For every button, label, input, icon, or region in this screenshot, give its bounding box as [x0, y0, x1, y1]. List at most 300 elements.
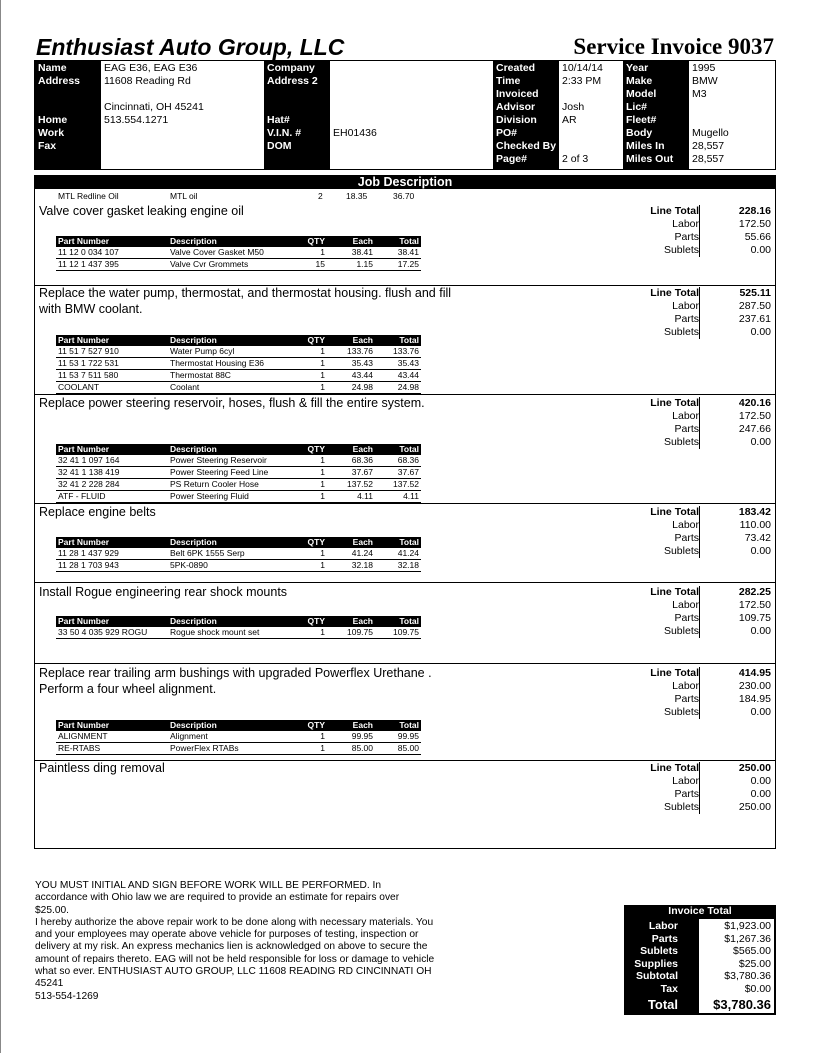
- part-cell: RE-RTABS: [58, 743, 101, 753]
- part-row: [56, 731, 421, 743]
- total-row: [635, 436, 771, 449]
- part-cell: 33 50 4 035 929 ROGU: [58, 627, 148, 637]
- part-cell: 11 12 1 437 395: [58, 259, 119, 269]
- parts-table: [56, 720, 421, 755]
- job-title: Replace rear trailing arm bushings with upgraded Powerflex Urethane . Perform a four wheel alignment.: [39, 666, 432, 696]
- part-cell: 1: [320, 247, 325, 257]
- part-cell: Power Steering Fluid: [170, 491, 249, 501]
- part-cell: ATF - FLUID: [58, 491, 106, 501]
- invoice-total-label: Labor: [648, 920, 678, 932]
- total-label: Sublets: [663, 326, 699, 338]
- part-cell: 1: [320, 346, 325, 356]
- labels-d-2: Model: [626, 88, 657, 100]
- parts-header-cell: QTY: [307, 616, 325, 626]
- labels-d-1: Make: [626, 75, 653, 87]
- labels-c-7: Page#: [496, 153, 527, 165]
- part-cell: Alignment: [170, 731, 208, 741]
- parts-header-cell: Total: [399, 444, 419, 454]
- total-value: 0.00: [750, 244, 771, 256]
- total-row: [635, 801, 771, 814]
- part-cell: 4.11: [403, 491, 419, 501]
- total-row: [635, 693, 771, 706]
- total-row: [635, 506, 771, 519]
- invoice-total-value: $1,923.00: [724, 920, 771, 932]
- total-value: 420.16: [738, 397, 771, 409]
- parts-header-cell: Part Number: [58, 236, 110, 246]
- parts-header-cell: QTY: [307, 335, 325, 345]
- part-cell: 37.67: [397, 467, 419, 477]
- total-value: 109.75: [738, 612, 771, 624]
- parts-header-cell: QTY: [307, 537, 325, 547]
- labels-a-5: Work: [38, 127, 65, 139]
- labels-a-6: Fax: [38, 140, 57, 152]
- part-row: [56, 560, 421, 572]
- total-value: 287.50: [738, 300, 771, 312]
- job-section: [35, 285, 775, 392]
- total-value: 172.50: [738, 218, 771, 230]
- job-section: [35, 760, 775, 840]
- invoice-total-row: [624, 970, 776, 983]
- job-description-bar: Job Description: [34, 175, 776, 189]
- part-cell: 24.98: [397, 382, 419, 392]
- labels-b-0: Company: [267, 62, 315, 74]
- part-cell: 17.25: [397, 259, 419, 269]
- invoice-total-row: [624, 997, 776, 1012]
- job-totals: [635, 506, 771, 558]
- invoice-total-value: $1,267.36: [724, 932, 771, 945]
- total-value: 55.66: [744, 231, 771, 243]
- job-title: Replace the water pump, thermostat, and thermostat housing. flush and fill with BMW coolant.: [39, 286, 452, 316]
- part-row: [56, 491, 421, 503]
- labels-c-4: Division: [496, 114, 537, 126]
- part-cell: 1: [320, 358, 325, 368]
- invoice-total-value: $25.00: [738, 957, 771, 970]
- parts-header-cell: Part Number: [58, 616, 110, 626]
- labels-d-0: Year: [626, 62, 649, 74]
- total-value: 172.50: [738, 599, 771, 611]
- carryover-each: 18.35: [346, 191, 368, 201]
- total-row: [635, 287, 771, 300]
- part-cell: 41.24: [397, 548, 419, 558]
- parts-table: [56, 335, 421, 394]
- job-title: Paintless ding removal: [39, 761, 165, 775]
- header-values-d: [689, 61, 775, 169]
- invoice-total-label: Tax: [660, 983, 678, 995]
- total-value: 250.00: [738, 801, 771, 813]
- total-value: 0.00: [750, 326, 771, 338]
- part-cell: 68.36: [351, 455, 373, 465]
- total-label: Labor: [672, 410, 699, 422]
- part-cell: Thermostat 88C: [170, 370, 231, 380]
- part-row: [56, 259, 421, 271]
- parts-header: [56, 720, 421, 731]
- part-cell: 1: [320, 382, 325, 392]
- values-a-1: 11608 Reading Rd: [104, 75, 191, 87]
- total-row: [635, 706, 771, 719]
- invoice-total-row: [624, 933, 776, 946]
- values-a-3: Cincinnati, OH 45241: [104, 101, 204, 113]
- total-row: [635, 410, 771, 423]
- part-cell: 1: [320, 743, 325, 753]
- total-value: 228.16: [738, 205, 771, 217]
- part-cell: 35.43: [351, 358, 373, 368]
- total-row: [635, 423, 771, 436]
- part-row: [56, 743, 421, 755]
- parts-header-cell: Part Number: [58, 335, 110, 345]
- invoice-total-row: [624, 945, 776, 958]
- part-row: [56, 479, 421, 491]
- total-label: Sublets: [663, 801, 699, 813]
- total-row: [635, 788, 771, 801]
- parts-header-cell: Total: [399, 335, 419, 345]
- total-row: [635, 599, 771, 612]
- parts-header: [56, 444, 421, 455]
- part-cell: 11 53 1 722 531: [58, 358, 119, 368]
- values-d-7: 28,557: [692, 153, 725, 165]
- part-cell: 43.44: [397, 370, 419, 380]
- invoice-total-label: Parts: [651, 932, 678, 945]
- total-label: Line Total: [650, 287, 699, 299]
- part-row: [56, 467, 421, 479]
- total-row: [635, 612, 771, 625]
- parts-header-cell: Description: [170, 720, 217, 730]
- part-cell: 109.75: [393, 627, 419, 637]
- values-c-3: Josh: [562, 101, 585, 113]
- labels-c-1: Time: [496, 75, 521, 87]
- header-values-b: [330, 61, 493, 169]
- parts-header-cell: Part Number: [58, 537, 110, 547]
- parts-header-cell: Total: [399, 236, 419, 246]
- total-row: [635, 762, 771, 775]
- parts-table: [56, 236, 421, 271]
- labels-c-6: Checked By: [496, 140, 557, 152]
- total-value: 183.42: [738, 506, 771, 518]
- parts-header-cell: Description: [170, 537, 217, 547]
- total-row: [635, 667, 771, 680]
- job-section: [35, 203, 775, 283]
- invoice-total-row: [624, 958, 776, 971]
- parts-header-cell: Description: [170, 236, 217, 246]
- section-divider: [35, 663, 775, 664]
- invoice-total-row: [624, 983, 776, 996]
- parts-table: [56, 537, 421, 572]
- total-row: [635, 313, 771, 326]
- labels-c-0: Created: [496, 62, 536, 74]
- total-value: 73.42: [744, 532, 771, 544]
- total-label: Line Total: [650, 762, 699, 774]
- parts-header-cell: Total: [399, 537, 419, 547]
- total-label: Parts: [674, 423, 699, 435]
- total-value: 0.00: [750, 788, 771, 800]
- job-totals: [635, 586, 771, 638]
- part-cell: 1: [320, 627, 325, 637]
- part-cell: 85.00: [397, 743, 419, 753]
- values-d-6: 28,557: [692, 140, 725, 152]
- part-cell: Water Pump 6cyl: [170, 346, 235, 356]
- labels-d-6: Miles In: [626, 140, 665, 152]
- part-cell: PS Return Cooler Hose: [170, 479, 259, 489]
- parts-header-cell: QTY: [307, 720, 325, 730]
- section-divider: [35, 503, 775, 504]
- total-value: 250.00: [738, 762, 771, 774]
- part-cell: Coolant: [170, 382, 200, 392]
- total-label: Line Total: [650, 397, 699, 409]
- part-cell: 38.41: [397, 247, 419, 257]
- part-row: [56, 455, 421, 467]
- part-cell: 1: [320, 548, 325, 558]
- job-title: Replace engine belts: [39, 505, 156, 519]
- part-cell: 38.41: [351, 247, 373, 257]
- part-cell: Rogue shock mount set: [170, 627, 260, 637]
- company-name: Enthusiast Auto Group, LLC: [36, 34, 345, 60]
- job-totals: [635, 287, 771, 339]
- job-totals: [635, 397, 771, 449]
- labels-c-5: PO#: [496, 127, 518, 139]
- values-d-5: Mugello: [692, 127, 729, 139]
- carryover-total: 36.70: [393, 191, 415, 201]
- parts-header-cell: Description: [170, 335, 217, 345]
- invoice-header: [34, 60, 776, 170]
- parts-header-cell: Each: [352, 335, 373, 345]
- total-value: 0.00: [750, 625, 771, 637]
- total-label: Parts: [674, 532, 699, 544]
- part-cell: Valve Cvr Grommets: [170, 259, 249, 269]
- header-labels-b: [264, 61, 330, 169]
- labels-a-4: Home: [38, 114, 68, 126]
- job-totals: [635, 762, 771, 814]
- parts-header-cell: Part Number: [58, 720, 110, 730]
- total-value: 247.66: [738, 423, 771, 435]
- part-cell: Valve Cover Gasket M50: [170, 247, 264, 257]
- part-cell: 11 51 7 527 910: [58, 346, 119, 356]
- labels-c-2: Invoiced: [496, 88, 539, 100]
- labels-b-4: Hat#: [267, 114, 290, 126]
- values-c-0: 10/14/14: [562, 62, 603, 74]
- total-row: [635, 300, 771, 313]
- invoice-total-label: Subtotal: [636, 970, 678, 983]
- total-label: Line Total: [650, 506, 699, 518]
- total-value: 0.00: [750, 706, 771, 718]
- total-value: 0.00: [750, 775, 771, 787]
- part-cell: 11 28 1 703 943: [58, 560, 119, 570]
- header-values-c: [559, 61, 623, 169]
- parts-header-cell: Each: [352, 236, 373, 246]
- total-value: 282.25: [738, 586, 771, 598]
- part-row: [56, 370, 421, 382]
- job-section: [35, 504, 775, 584]
- part-cell: 32 41 1 138 419: [58, 467, 120, 477]
- part-cell: 109.75: [347, 627, 373, 637]
- total-label: Labor: [672, 599, 699, 611]
- part-cell: 1: [320, 479, 325, 489]
- total-label: Sublets: [663, 436, 699, 448]
- section-divider: [35, 394, 775, 395]
- job-title: Install Rogue engineering rear shock mounts: [39, 585, 288, 599]
- part-cell: 32 41 1 097 164: [58, 455, 120, 465]
- parts-header: [56, 335, 421, 346]
- part-cell: 32.18: [397, 560, 419, 570]
- invoice-total-box: [624, 905, 776, 1015]
- part-cell: 85.00: [351, 743, 373, 753]
- total-label: Sublets: [663, 706, 699, 718]
- labels-b-1: Address 2: [267, 75, 318, 87]
- total-label: Labor: [672, 218, 699, 230]
- page-edge: [0, 0, 1, 1053]
- values-c-4: AR: [562, 114, 577, 126]
- labels-d-7: Miles Out: [626, 153, 674, 165]
- part-row: [56, 346, 421, 358]
- labels-d-3: Lic#: [626, 101, 648, 113]
- total-row: [635, 218, 771, 231]
- values-b-5: EH01436: [333, 127, 377, 139]
- total-label: Parts: [674, 313, 699, 325]
- part-cell: 11 28 1 437 929: [58, 548, 119, 558]
- labels-c-3: Advisor: [496, 101, 536, 113]
- total-row: [635, 326, 771, 339]
- values-c-7: 2 of 3: [562, 153, 589, 165]
- invoice-total-value: $565.00: [733, 945, 771, 958]
- carryover-qty: 2: [318, 191, 323, 201]
- total-label: Line Total: [650, 667, 699, 679]
- part-cell: 32 41 2 228 284: [58, 479, 120, 489]
- total-label: Sublets: [663, 545, 699, 557]
- part-cell: 32.18: [351, 560, 373, 570]
- total-value: 0.00: [750, 436, 771, 448]
- total-row: [635, 397, 771, 410]
- total-value: 230.00: [738, 680, 771, 692]
- part-cell: 11 12 0 034 107: [58, 247, 119, 257]
- total-label: Labor: [672, 519, 699, 531]
- part-cell: 133.76: [347, 346, 373, 356]
- part-cell: 137.52: [347, 479, 373, 489]
- header-labels-a: [35, 61, 101, 169]
- disclaimer-text: YOU MUST INITIAL AND SIGN BEFORE WORK WILL BE PERFORMED. In accordance with Ohio law we are required to provide an estimate for repairs over $25.00. I hereby authorize the above repair work to be done along with necessary materials. You and your employees may operate above vehicle for purposes of testing, inspection or delivery at my risk. An express mechanics lien is acknowledged on above to secure the amount of repairs thereto. EAG will not be held responsible for loss or damage to vehicle what so ever. ENTHUSIAST AUTO GROUP, LLC 11608 READING RD CINCINNATI OH 45241 513-554-1269: [35, 880, 435, 1002]
- total-value: 110.00: [739, 519, 771, 531]
- part-cell: 15: [315, 259, 325, 269]
- parts-header: [56, 616, 421, 627]
- values-d-2: M3: [692, 88, 707, 100]
- total-row: [635, 680, 771, 693]
- total-row: [635, 625, 771, 638]
- labels-d-4: Fleet#: [626, 114, 657, 126]
- part-cell: 137.52: [393, 479, 419, 489]
- labels-b-5: V.I.N. #: [267, 127, 302, 139]
- part-cell: 68.36: [397, 455, 419, 465]
- part-row: [56, 358, 421, 370]
- part-cell: Power Steering Feed Line: [170, 467, 269, 477]
- job-section: [35, 584, 775, 664]
- total-label: Line Total: [650, 586, 699, 598]
- total-value: 237.61: [738, 313, 771, 325]
- part-cell: 5PK-0890: [170, 560, 208, 570]
- values-a-0: EAG E36, EAG E36: [104, 62, 198, 74]
- total-label: Parts: [674, 231, 699, 243]
- part-cell: ALIGNMENT: [58, 731, 108, 741]
- part-cell: Power Steering Reservoir: [170, 455, 267, 465]
- part-cell: 1: [320, 731, 325, 741]
- part-cell: 1.15: [356, 259, 373, 269]
- total-label: Parts: [674, 612, 699, 624]
- parts-header-cell: Part Number: [58, 444, 110, 454]
- invoice-total-row: [624, 920, 776, 933]
- part-cell: 24.98: [351, 382, 373, 392]
- part-cell: COOLANT: [58, 382, 100, 392]
- part-cell: Thermostat Housing E36: [170, 358, 265, 368]
- part-cell: 99.95: [351, 731, 373, 741]
- total-label: Labor: [672, 680, 699, 692]
- invoice-total-heading: Invoice Total: [668, 905, 732, 917]
- parts-header-cell: Each: [352, 720, 373, 730]
- section-divider: [35, 285, 775, 286]
- parts-header-cell: QTY: [307, 236, 325, 246]
- parts-header-cell: Description: [170, 616, 217, 626]
- total-label: Labor: [672, 300, 699, 312]
- total-value: 525.11: [739, 287, 771, 299]
- parts-header-cell: Total: [399, 720, 419, 730]
- job-totals: [635, 667, 771, 719]
- invoice-title: Service Invoice 9037: [573, 34, 774, 59]
- total-label: Line Total: [650, 205, 699, 217]
- invoice-total-value: $0.00: [744, 983, 771, 995]
- labels-d-5: Body: [626, 127, 653, 139]
- part-row: [56, 548, 421, 560]
- total-row: [635, 231, 771, 244]
- part-row: [56, 382, 421, 394]
- part-cell: 11 53 7 511 580: [58, 370, 119, 380]
- part-cell: 37.67: [351, 467, 373, 477]
- part-cell: 1: [320, 370, 325, 380]
- parts-header-cell: Each: [352, 616, 373, 626]
- section-divider: [35, 760, 775, 761]
- total-row: [635, 545, 771, 558]
- parts-header: [56, 236, 421, 247]
- part-cell: 43.44: [351, 370, 373, 380]
- parts-header-cell: QTY: [307, 444, 325, 454]
- values-d-1: BMW: [692, 75, 718, 87]
- header-values-a: [101, 61, 264, 169]
- labels-b-6: DOM: [267, 140, 292, 152]
- total-row: [635, 244, 771, 257]
- values-a-4: 513.554.1271: [104, 114, 169, 126]
- part-cell: 1: [320, 491, 325, 501]
- parts-header-cell: Each: [352, 444, 373, 454]
- job-section: [35, 665, 775, 753]
- carryover-part: MTL Redline Oil: [58, 191, 119, 201]
- parts-table: [56, 616, 421, 639]
- total-label: Sublets: [663, 244, 699, 256]
- parts-header-cell: Each: [352, 537, 373, 547]
- job-title: Valve cover gasket leaking engine oil: [39, 204, 244, 218]
- parts-header-cell: Description: [170, 444, 217, 454]
- parts-header: [56, 537, 421, 548]
- labels-a-0: Name: [38, 62, 67, 74]
- total-label: Labor: [672, 775, 699, 787]
- job-totals: [635, 205, 771, 257]
- part-cell: 1: [320, 560, 325, 570]
- total-value: 184.95: [738, 693, 771, 705]
- part-row: [56, 627, 421, 639]
- section-divider: [35, 582, 775, 583]
- part-cell: 4.11: [357, 491, 373, 501]
- total-label: Sublets: [663, 625, 699, 637]
- total-value: 172.50: [738, 410, 771, 422]
- header-labels-c: [493, 61, 559, 169]
- part-cell: 1: [320, 467, 325, 477]
- values-d-0: 1995: [692, 62, 716, 74]
- total-value: 414.95: [738, 667, 771, 679]
- labels-a-1: Address: [38, 75, 81, 87]
- total-row: [635, 586, 771, 599]
